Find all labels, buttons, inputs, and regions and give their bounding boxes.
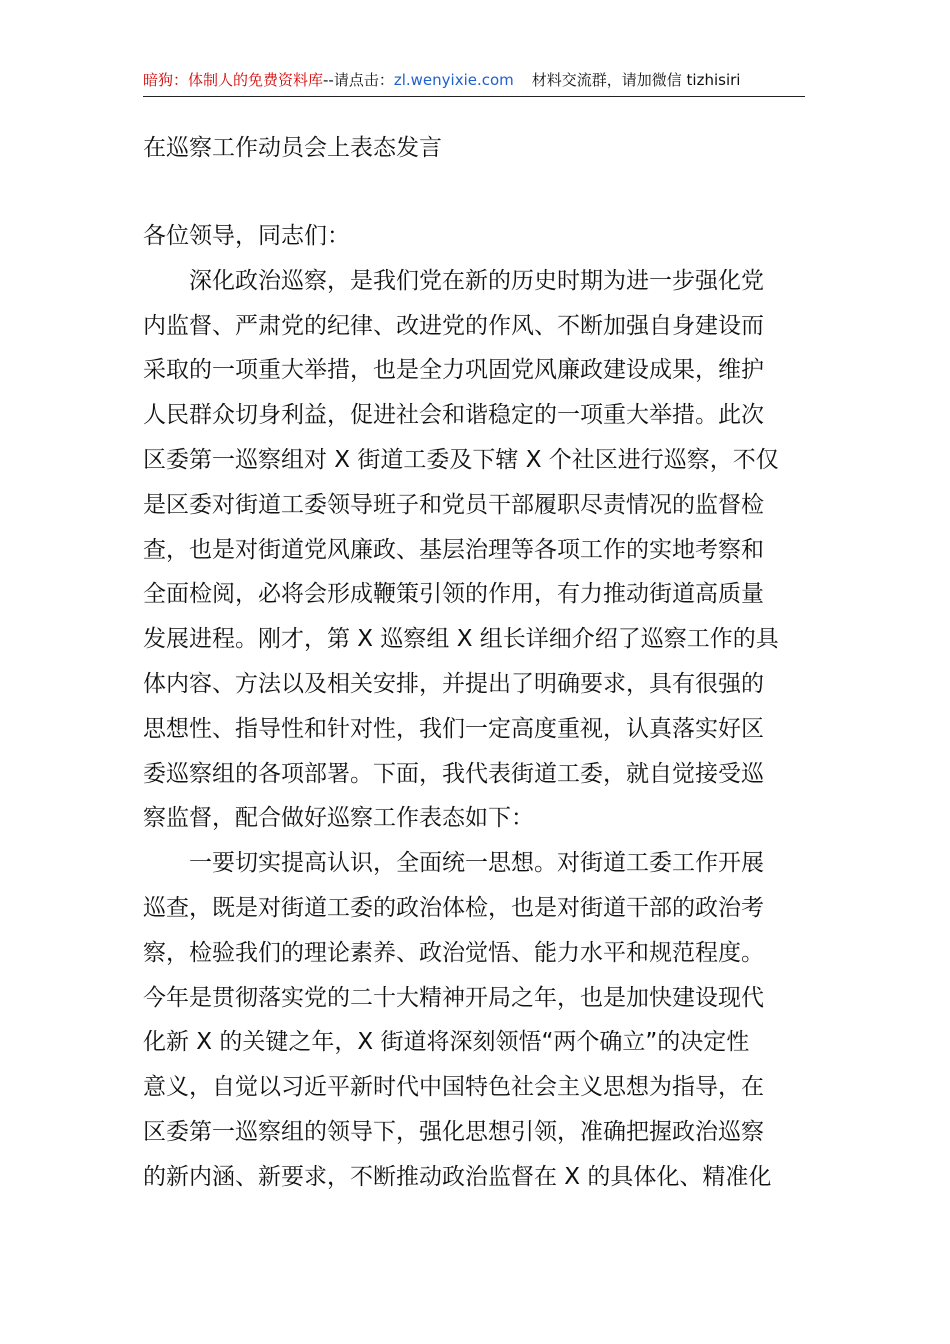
paragraph-line: 巡查，既是对街道工委的政治体检，也是对街道干部的政治考 (143, 894, 764, 921)
header-brand: 暗狗：体制人的免费资料库 (143, 71, 324, 89)
paragraph-line: 查，也是对街道党风廉政、基层治理等各项工作的实地考察和 (143, 536, 764, 563)
paragraph-line: 今年是贯彻落实党的二十大精神开局之年，也是加快建设现代 (143, 984, 764, 1011)
paragraph-line: 的新内涵、新要求，不断推动政治监督在 X 的具体化、精准化 (143, 1163, 772, 1190)
paragraph-line: 内监督、严肃党的纪律、改进党的作风、不断加强自身建设而 (143, 312, 764, 339)
paragraph-line: 人民群众切身利益，促进社会和谐稳定的一项重大举措。此次 (143, 402, 764, 429)
document-title: 在巡察工作动员会上表态发言 (143, 135, 442, 161)
paragraph-line: 是区委对街道工委领导班子和党员干部履职尽责情况的监督检 (143, 491, 764, 518)
paragraph-line: 全面检阅，必将会形成鞭策引领的作用，有力推动街道高质量 (143, 581, 764, 608)
paragraph-line: 采取的一项重大举措，也是全力巩固党风廉政建设成果，维护 (143, 357, 764, 384)
paragraph-line: 意义，自觉以习近平新时代中国特色社会主义思想为指导，在 (143, 1074, 764, 1101)
paragraph-line: 一要切实提高认识，全面统一思想。对街道工委工作开展 (189, 850, 764, 877)
header-url-link[interactable]: zl.wenyixie.com (393, 71, 514, 89)
paragraph-line: 思想性、指导性和针对性，我们一定高度重视，认真落实好区 (143, 715, 764, 742)
paragraph-line: 察，检验我们的理论素养、政治觉悟、能力水平和规范程度。 (143, 939, 764, 966)
paragraph-line: 化新 X 的关键之年，X 街道将深刻领悟“两个确立”的决定性 (143, 1029, 750, 1056)
header-wechat-note: 材料交流群，请加微信 tizhisiri (531, 71, 741, 89)
header-prompt: --请点击： (323, 71, 394, 89)
salutation-line: 各位领导，同志们： (143, 223, 350, 249)
paragraph-line: 察监督，配合做好巡察工作表态如下： (143, 805, 534, 832)
paragraph-line: 区委第一巡察组对 X 街道工委及下辖 X 个社区进行巡察，不仅 (143, 446, 779, 473)
paragraph-line: 委巡察组的各项部署。下面，我代表街道工委，就自觉接受巡 (143, 760, 764, 787)
document-body (143, 214, 805, 1200)
paragraph-line: 体内容、方法以及相关安排，并提出了明确要求，具有很强的 (143, 670, 764, 697)
page-header (143, 66, 805, 97)
paragraph-line: 区委第一巡察组的领导下，强化思想引领，准确把握政治巡察 (143, 1118, 764, 1145)
paragraph-line: 深化政治巡察，是我们党在新的历史时期为进一步强化党 (189, 267, 764, 294)
paragraph-line: 发展进程。刚才，第 X 巡察组 X 组长详细介绍了巡察工作的具 (143, 626, 779, 653)
